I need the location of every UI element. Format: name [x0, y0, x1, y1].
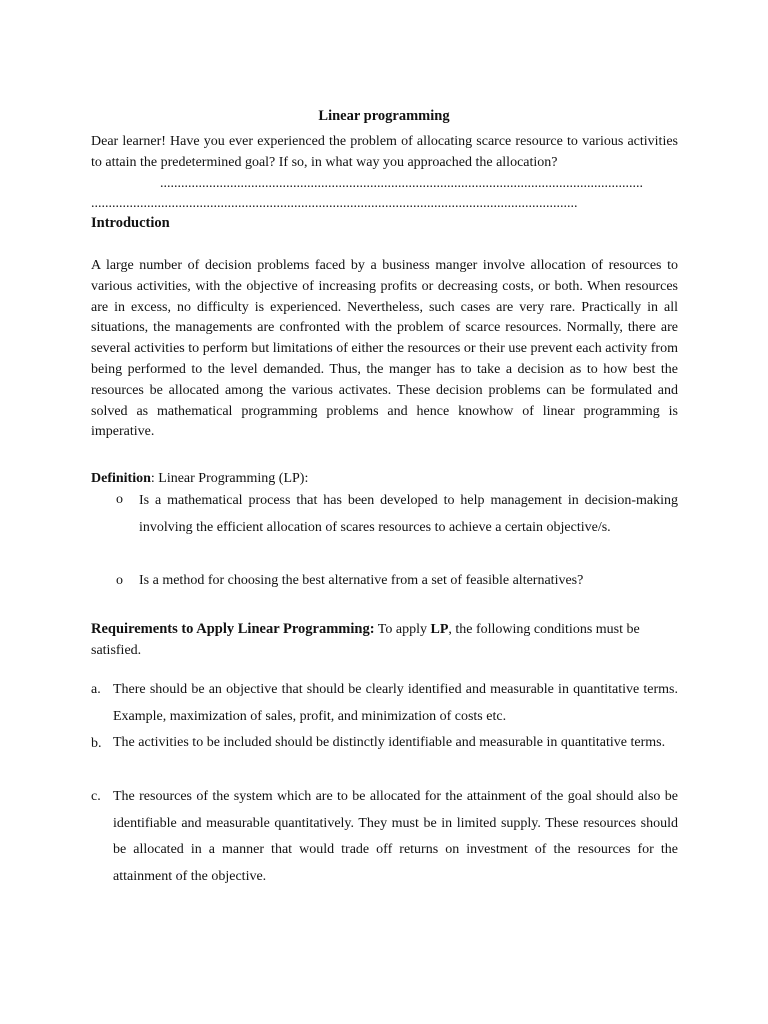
- page-title: Linear programming: [318, 108, 450, 124]
- bullet-icon: o: [116, 492, 123, 507]
- requirement-b-label: b.: [91, 736, 102, 751]
- answer-dots-line-1: ..........................................................................................................................................: [160, 176, 643, 191]
- definition-bullet-1: Is a mathematical process that has been developed to help management in decision-making involving the efficient allocation of scares resources to achieve a certain objective/s.: [139, 493, 678, 535]
- requirements-lead-in: To apply: [374, 622, 431, 637]
- definition-bullet-2: Is a method for choosing the best alternative from a set of feasible alternatives?: [139, 573, 584, 588]
- intro-question: Dear learner! Have you ever experienced the problem of allocating scarce resource to various activities to attain the predetermined goal? If so, in what way you approached the allocation?: [91, 134, 678, 170]
- requirements-tail: , the following conditions must be satisfied.: [91, 622, 640, 658]
- requirement-c-text: The resources of the system which are to be allocated for the attainment of the goal should also be identifiable and measurable quantitatively. They must be in limited supply. These resources should be allocated in a manner that would trade off returns on investment of the resources for the attainment of the objective.: [113, 789, 678, 885]
- introduction-body: A large number of decision problems faced by a business manger involve allocation of resources to various activities, with the objective of increasing profits or decreasing costs, or both. When resources are in excess, no difficulty is experienced. Nevertheless, such cases are very rare. Practically in all situations, the managements are confronted with the problem of scarce resources. Normally, there are several activities to perform but limitations of either the resources or their use prevent each activity from being performed to the level demanded. Thus, the manger has to take a decision as to how best the resources be allocated among the various activates. These decision problems can be formulated and solved as mathematical programming problems and hence knowhow of linear programming is imperative.: [91, 258, 678, 440]
- requirement-b-text: The activities to be included should be distinctly identifiable and measurable in quantitative terms.: [113, 735, 666, 750]
- definition-rest: : Linear Programming (LP):: [150, 471, 309, 486]
- requirement-a-text: There should be an objective that should be clearly identified and measurable in quantitative terms. Example, maximization of sales, profit, and minimization of costs etc.: [113, 682, 678, 724]
- requirements-heading: Requirements to Apply Linear Programming:: [91, 621, 375, 637]
- definition-line: [91, 471, 308, 487]
- requirement-c-label: c.: [91, 789, 101, 804]
- requirement-a-label: a.: [91, 682, 101, 697]
- answer-dots-line-2: ...........................................................................................................................................: [91, 196, 578, 211]
- bullet-icon: o: [116, 573, 123, 588]
- requirements-intro: [91, 619, 678, 662]
- requirements-lp: LP: [430, 622, 449, 637]
- introduction-heading: Introduction: [91, 215, 170, 231]
- definition-label: Definition: [91, 471, 151, 486]
